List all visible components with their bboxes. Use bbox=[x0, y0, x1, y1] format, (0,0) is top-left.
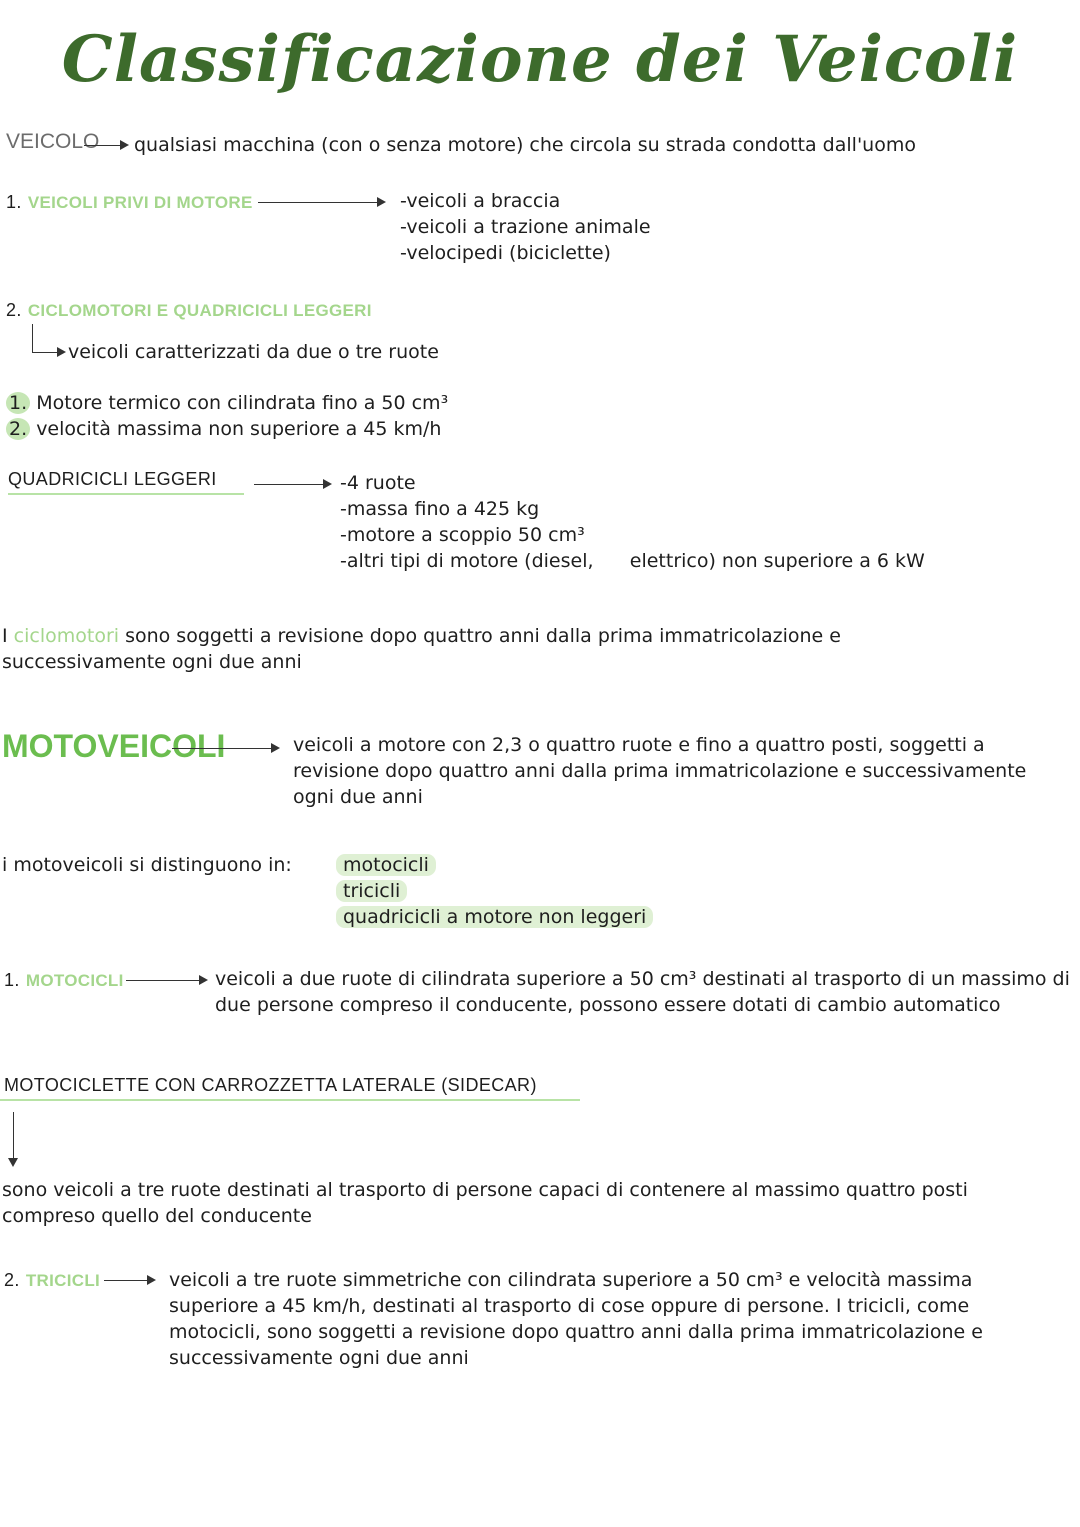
motocicli-definition: veicoli a due ruote di cilindrata superiore a 50 cm³ destinati al trasporto di un massimo di due persone compreso il conducente, possono essere dotati di cambio automatico bbox=[215, 968, 1070, 1016]
point-text: velocità massima non superiore a 45 km/h bbox=[36, 418, 442, 440]
arrow-head bbox=[120, 140, 129, 150]
sidecar-heading: MOTOCICLETTE CON CARROZZETTA LATERALE (SIDECAR) bbox=[4, 1075, 537, 1095]
distinzione-label: i motoveicoli si distinguono in: bbox=[2, 854, 292, 876]
veicolo-definition: qualsiasi macchina (con o senza motore) che circola su strada condotta dall'uomo bbox=[134, 134, 916, 156]
tricicli-tag: tricicli bbox=[336, 880, 407, 902]
quadricicli-tag: quadricicli a motore non leggeri bbox=[336, 906, 653, 928]
distinzione-item bbox=[336, 904, 653, 930]
motoveicoli-definition: veicoli a motore con 2,3 o quattro ruote e fino a quattro posti, soggetti a revisione dopo quattro anni dalla prima immatricolazione e successivamente ogni due anni bbox=[293, 734, 1027, 808]
tricicli-definition: veicoli a tre ruote simmetriche con cilindrata superiore a 50 cm³ e velocità massima superiore a 45 km/h, destinati al trasporto di cose oppure di persone. I tricicli, come motocicli, sono soggetti a revisione dopo quattro anni dalla prima immatricolazione e successivamente ogni due anni bbox=[169, 1269, 983, 1369]
point-text: Motore termico con cilindrata fino a 50 cm³ bbox=[36, 392, 449, 414]
page-title: Classificazione dei Veicoli bbox=[61, 22, 1019, 97]
motocicli-heading bbox=[4, 967, 124, 994]
section2-number: 2. bbox=[6, 300, 22, 320]
veicolo-term: VEICOLO bbox=[6, 130, 100, 153]
arrow bbox=[258, 202, 378, 203]
arrow-head bbox=[8, 1158, 18, 1167]
sidecar-underline bbox=[0, 1099, 580, 1101]
section2-point bbox=[6, 390, 448, 416]
quadricicli-item: -motore a scoppio 50 cm³ bbox=[340, 524, 585, 546]
connector bbox=[13, 1112, 14, 1160]
arrow-head bbox=[271, 743, 280, 753]
arrow bbox=[84, 145, 120, 146]
arrow-head bbox=[57, 347, 66, 357]
motoveicoli-heading: MOTOVEICOLI bbox=[2, 728, 226, 764]
connector bbox=[32, 324, 33, 352]
motocicli-tag: motocicli bbox=[336, 854, 436, 876]
ciclomotori-note-line1 bbox=[2, 623, 841, 649]
note-highlight: ciclomotori bbox=[13, 625, 120, 647]
ciclomotori-note-line2: successivamente ogni due anni bbox=[2, 651, 302, 673]
tricicli-heading bbox=[4, 1267, 100, 1294]
arrow bbox=[104, 1280, 148, 1281]
tricicli-number: 2. bbox=[4, 1270, 20, 1290]
note-prefix: I bbox=[2, 625, 14, 647]
arrow-head bbox=[147, 1275, 156, 1285]
distinzione-item bbox=[336, 878, 407, 904]
arrow bbox=[172, 748, 272, 749]
motocicli-title: MOTOCICLI bbox=[25, 971, 124, 990]
section1-heading bbox=[6, 189, 253, 216]
motocicli-number: 1. bbox=[4, 970, 20, 990]
section2-point bbox=[6, 416, 441, 442]
arrow bbox=[32, 352, 58, 353]
note-text: sono soggetti a revisione dopo quattro anni dalla prima immatricolazione e bbox=[119, 625, 841, 647]
distinzione-item bbox=[336, 852, 436, 878]
section1-title: VEICOLI PRIVI DI MOTORE bbox=[27, 193, 253, 212]
point-number: 2. bbox=[6, 418, 30, 440]
point-number: 1. bbox=[6, 392, 30, 414]
section2-heading bbox=[6, 297, 372, 324]
section1-item: -veicoli a braccia bbox=[400, 190, 561, 212]
quadricicli-item: -massa fino a 425 kg bbox=[340, 498, 540, 520]
arrow bbox=[126, 980, 200, 981]
tricicli-title: TRICICLI bbox=[25, 1271, 101, 1290]
quadricicli-item: -4 ruote bbox=[340, 472, 416, 494]
arrow-head bbox=[199, 975, 208, 985]
arrow-head bbox=[377, 197, 386, 207]
quadricicli-item: -altri tipi di motore (diesel, elettrico) non superiore a 6 kW bbox=[340, 550, 925, 572]
quadricicli-heading: QUADRICICLI LEGGERI bbox=[8, 469, 244, 495]
section1-item: -veicoli a trazione animale bbox=[400, 216, 651, 238]
arrow bbox=[254, 484, 324, 485]
section2-subtext: veicoli caratterizzati da due o tre ruote bbox=[68, 341, 439, 363]
arrow-head bbox=[323, 479, 332, 489]
sidecar-definition: sono veicoli a tre ruote destinati al trasporto di persone capaci di contenere al massimo quattro posti compreso quello del conducente bbox=[2, 1179, 968, 1227]
section2-title: CICLOMOTORI E QUADRICICLI LEGGERI bbox=[27, 301, 372, 320]
section1-number: 1. bbox=[6, 192, 22, 212]
section1-item: -velocipedi (biciclette) bbox=[400, 242, 611, 264]
